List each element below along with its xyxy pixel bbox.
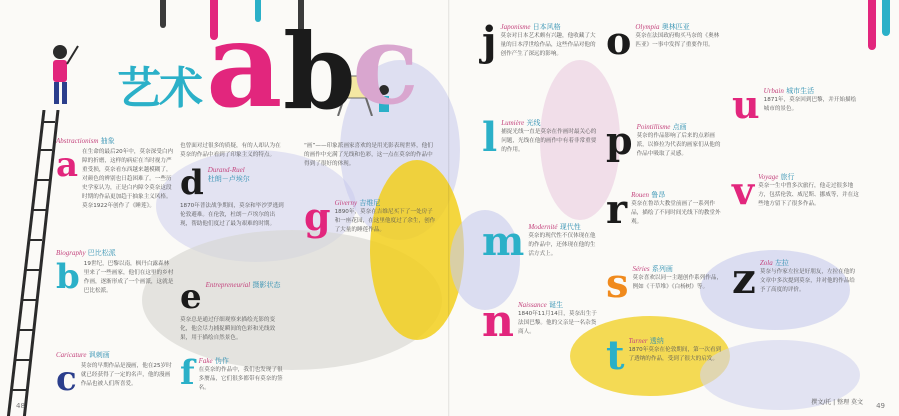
- entry-letter: s: [606, 260, 629, 307]
- entry-heading-cn: 吉维尼: [359, 199, 381, 207]
- entry-letter: n: [482, 296, 514, 347]
- entry-heading-en: Fake: [198, 357, 213, 365]
- entry-heading: [764, 86, 860, 96]
- entry-s: [606, 260, 724, 330]
- title-letter-a: a: [206, 0, 283, 134]
- entry-body: 捕捉光线一直是莫奈在作画时最关心的问题，光线在他的画作中有着非常重要的作用。: [501, 129, 597, 153]
- entry-body: 1871年，莫奈回到巴黎，并开始描绘城市的景色。: [763, 97, 857, 112]
- entry-letter: m: [482, 218, 525, 265]
- entry-heading-cn: 杜朗－卢埃尔: [207, 175, 250, 183]
- entry-body: 莫奈的作品影响了后来的点彩画派，以修拉为代表的画家们从他的作品中吸取了灵感。: [636, 133, 721, 157]
- entry-letter: t: [606, 332, 625, 379]
- entry-heading-cn: 旅行: [780, 173, 795, 181]
- entry-letter: p: [606, 118, 633, 163]
- entry-body: 莫奈的早期作品是漫画，他在25岁时就已经获得了一定的名声，他的漫画作品也被人们所喜爱。: [80, 363, 172, 387]
- entry-heading-en: Zola: [759, 259, 773, 267]
- entry-heading-cn: 奥林匹亚: [661, 23, 690, 31]
- paint-drip: [868, 0, 876, 50]
- entry-heading-cn: 点画: [672, 123, 687, 131]
- entry-heading-en: Giverny: [334, 199, 358, 207]
- entry-c: [56, 350, 174, 398]
- page-gutter: [448, 0, 450, 416]
- entry-u: [732, 82, 860, 168]
- entry-letter: r: [606, 186, 628, 233]
- entry-heading: [528, 222, 600, 232]
- entry-body: 莫奈喜欢以同一主题创作系列作品，例如《干草堆》《白杨树》等。: [632, 275, 723, 290]
- entry-letter: l: [482, 114, 498, 161]
- entry-heading-cn: 巴比松派: [87, 249, 116, 257]
- paint-drip: [160, 0, 166, 28]
- entry-letter: f: [180, 353, 195, 393]
- entry-letter: j: [482, 18, 497, 65]
- page-number-left: 48: [16, 402, 25, 410]
- entry-letter: e: [180, 277, 202, 317]
- entry-r: [606, 186, 724, 258]
- entry-heading-en: Séries: [632, 265, 650, 273]
- entry-g: [304, 194, 436, 264]
- entry-heading-cn: 透纳: [649, 337, 664, 345]
- entry-heading-cn: 摄影状态: [252, 281, 281, 289]
- entry-heading-en: Urbain: [763, 87, 784, 95]
- author-credit: 撰文/托 | 整理 莫文: [811, 399, 863, 406]
- spread-title-chinese: 艺术: [117, 63, 201, 114]
- entry-letter: d: [180, 163, 204, 203]
- entry-heading-cn: 伪作: [214, 357, 229, 365]
- entry-heading-cn: 鲁昂: [651, 191, 666, 199]
- entry-heading-en: Rouen: [631, 191, 649, 199]
- entry-heading: [631, 190, 724, 200]
- entry-heading-cn: 光线: [526, 119, 541, 127]
- entry-body: 1870年莫奈在伦敦期间，第一次看到了透纳的作品，受到了很大的启发。: [628, 347, 722, 362]
- entry-heading: [518, 300, 600, 310]
- entry-body: 在莫奈的作品中，我们也发现了很多赝品，它们很多都带有莫奈的签名。: [198, 367, 283, 391]
- entry-heading-en: Pointillisme: [636, 123, 671, 131]
- entry-body: 莫奈在鲁昂大教堂前画了一系列作品，描绘了不同时间光线下的教堂外观。: [631, 201, 721, 225]
- entry-f: [180, 353, 286, 402]
- entry-body: 1870年普法战争期间，莫奈和毕沙罗逃到伦敦避难。在伦敦，杜朗－卢埃尔的出现，帮助他们度过了最为艰难的时期。: [180, 203, 284, 227]
- entry-heading-cn: 抽象: [100, 137, 115, 145]
- entry-body: 19世纪，巴黎以南，枫丹白露森林里来了一些画家，他们在这里的乡村作画，逐渐形成了一个画派，这就是巴比松派。: [83, 261, 174, 294]
- entry-letter: u: [732, 82, 760, 127]
- entry-letter: z: [732, 254, 756, 303]
- page-number-right: 49: [876, 402, 885, 410]
- entry-heading-cn: 系列画: [651, 265, 673, 273]
- column-text: 也曾面对过很多的质疑，有的人却认为在莫奈的作品中看到了印象主义的特点。: [180, 143, 281, 158]
- entry-heading-en: Entrepreneurial: [205, 281, 251, 289]
- entry-letter: g: [304, 194, 331, 239]
- entry-heading-en: Voyage: [758, 173, 779, 181]
- entry-letter: v: [732, 168, 755, 213]
- entry-body: 莫奈与作家左拉是好朋友，左拉在他的文章中多次提到莫奈，并对他的作品给予了高度的评价。: [759, 269, 855, 293]
- entry-letter: o: [606, 18, 632, 63]
- entry-p: [606, 118, 724, 186]
- entry-a: [56, 136, 174, 230]
- title-letter-b: b: [283, 10, 356, 133]
- entry-heading-cn: 城市生活: [786, 87, 815, 95]
- entry-heading-en: Olympia: [635, 23, 660, 31]
- entry-heading: [760, 258, 860, 268]
- entry-heading-en: Durand-Ruel: [207, 166, 245, 174]
- entry-letter: c: [56, 359, 77, 399]
- entry-heading-en: Naissance: [518, 301, 547, 309]
- entry-heading-en: Japonisme: [500, 23, 531, 31]
- entry-d: [180, 163, 286, 262]
- entry-v: [732, 168, 860, 254]
- entry-heading: [500, 22, 600, 32]
- entry-heading: [758, 172, 860, 182]
- entry-heading: [501, 118, 600, 128]
- entry-heading-cn: 现代性: [559, 223, 581, 231]
- entry-letter: a: [56, 145, 79, 185]
- entry-t: [606, 332, 724, 394]
- entry-heading-cn: 诞生: [549, 301, 564, 309]
- entry-z: [732, 254, 860, 386]
- title-letter-c: c: [352, 0, 419, 129]
- entry-body: 莫奈一生中曾多次旅行，他走过很多地方，包括伦敦、威尼斯、挪威等，并在这些地方留下了很多作品。: [758, 183, 859, 207]
- entry-m: [482, 218, 600, 296]
- paint-drip: [882, 0, 890, 36]
- entry-heading: [206, 280, 281, 314]
- entry-e: [180, 277, 286, 362]
- entry-o: [606, 18, 724, 116]
- entry-heading: [635, 22, 724, 32]
- entry-heading-en: Turner: [628, 337, 648, 345]
- entry-heading: [637, 122, 724, 132]
- entry-heading-cn: 左拉: [774, 259, 789, 267]
- entry-n: [482, 296, 600, 396]
- entry-heading-cn: 讽刺画: [88, 351, 110, 359]
- entry-body: 莫奈总是通过仔细观察来描绘光影的变化，他会尽力捕捉瞬间的色彩和光线效果，用于描绘自然景色。: [180, 317, 276, 341]
- entry-heading-en: Abstractionism: [56, 137, 99, 145]
- column-text: “画”——印象派画家喜欢的是用光影表现世界，他们的画作中充满了光线和色彩，这一点在莫奈的作品中得到了很好的体现。: [304, 143, 433, 167]
- entry-body: 莫奈在法国政府购买马奈的《奥林匹亚》一事中发挥了重要作用。: [635, 33, 720, 48]
- entry-body: 1890年，莫奈在吉维尼买下了一处房子和一座花园，在这里他度过了余生，创作了大量的睡莲作品。: [334, 209, 436, 233]
- entry-heading: [335, 198, 436, 208]
- entry-heading-en: Caricature: [56, 351, 87, 359]
- painter-figure-illustration: [40, 42, 80, 112]
- entry-heading-en: Modernité: [528, 223, 558, 231]
- entry-l: [482, 114, 600, 218]
- entry-heading: [208, 166, 250, 200]
- entry-j: [482, 18, 600, 112]
- entry-heading: [633, 264, 724, 274]
- entry-body: 在生命的最后20年中，莫奈深受白内障的折磨，这样的病症在当时视力严重受损，莫奈看东西越来越模糊了，对颜色的辨别也日趋困难了。一些历史学家认为，正是白内障令莫奈这段时期的作品更加趋于抽象主义风格。莫奈1922年创作了《睡莲》。: [82, 149, 174, 209]
- ladder-illustration: [2, 110, 60, 416]
- entry-heading: [199, 356, 286, 366]
- entry-body: 莫奈对日本艺术颇有兴趣，他收藏了大量的日本浮世绘作品，这些作品对他的创作产生了深远的影响。: [500, 33, 596, 57]
- entry-heading: [628, 336, 724, 346]
- entry-body: 1840年11月14日，莫奈出生于法国巴黎。他的父亲是一名杂货商人。: [518, 311, 597, 335]
- entry-heading-en: Biography: [56, 249, 86, 257]
- entry-heading-en: Lumière: [501, 119, 525, 127]
- entry-heading-cn: 日本风格: [532, 23, 561, 31]
- entry-b: [56, 248, 174, 322]
- entry-letter: b: [56, 257, 80, 297]
- entry-body: 莫奈的现代性不仅体现在他的作品中，还体现在他的生活方式上。: [528, 233, 596, 257]
